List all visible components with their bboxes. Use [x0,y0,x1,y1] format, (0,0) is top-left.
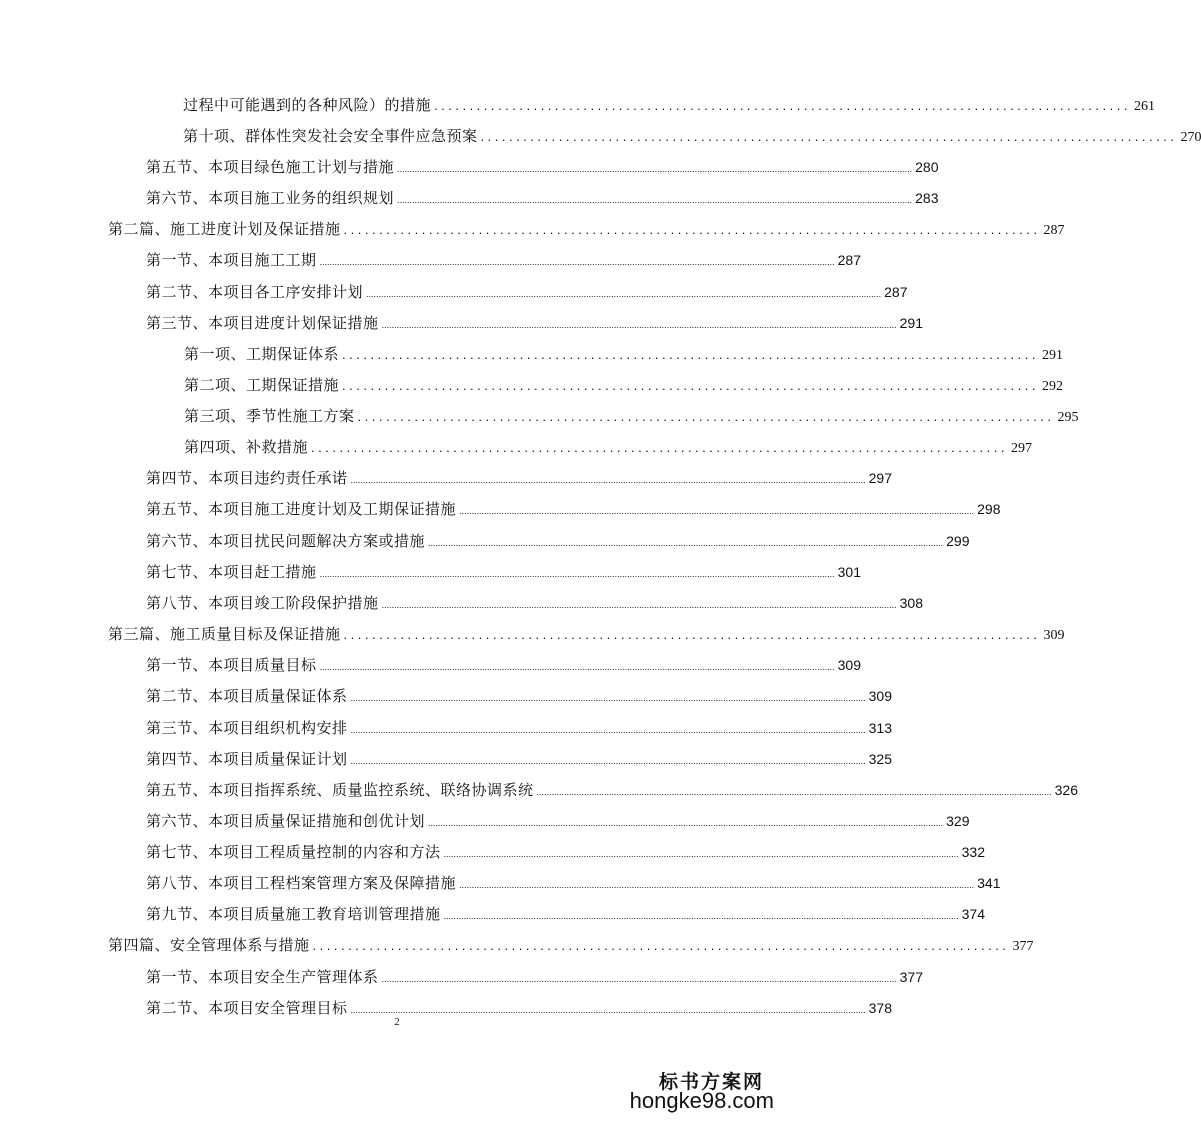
dot-leader: .............................................................................................................................................................................................................. [443,911,959,921]
toc-entry-title: 第二节、本项目安全管理目标 [146,999,348,1017]
toc-entry-title: 第四节、本项目违约责任承诺 [146,469,348,487]
toc-entry-page: 295 [1057,410,1079,425]
toc-entry-title: 第六节、本项目质量保证措施和创优计划 [146,812,426,830]
toc-entry-page: 297 [868,470,892,486]
watermark-title: 标书方案网 [658,1071,764,1093]
dot-leader: .............................................................................................................................................................................................................. [381,600,897,610]
toc-entry-page: 309 [1043,628,1065,643]
toc-entry-page: 280 [915,159,939,175]
dot-leader: .............................................................................................................................................................................................................. [459,506,975,516]
toc-entry-page: 377 [1012,939,1034,954]
toc-entry-title: 第三项、季节性施工方案 [184,407,355,425]
toc-entry-title: 第五节、本项目指挥系统、质量监控系统、联络协调系统 [146,781,534,799]
toc-entry-title: 第二项、工期保证措施 [184,376,340,394]
toc-entry[interactable] [184,405,1079,427]
toc-entry[interactable] [183,125,1201,147]
dot-leader: .............................................................................................................................................................................................................. [443,849,959,859]
toc-entry-page: 299 [946,533,970,549]
dot-leader: .................................................................................................. [311,440,1008,455]
dot-leader: .............................................................................................................................................................................................................. [319,569,835,579]
toc-entry-title: 第三节、本项目组织机构安排 [146,719,348,737]
dot-leader: .............................................................................................................................................................................................................. [428,818,944,828]
toc-entry-title: 第七节、本项目工程质量控制的内容和方法 [146,843,441,861]
toc-entry-page: 313 [868,720,892,736]
dot-leader: .................................................................................................. [480,129,1178,144]
toc-entry[interactable] [146,281,908,303]
toc-entry-title: 第十项、群体性突发社会安全事件应急预案 [183,127,478,145]
dot-leader: .............................................................................................................................................................................................................. [397,195,913,205]
toc-entry-title: 第五节、本项目绿色施工计划与措施 [146,158,395,176]
toc-entry[interactable] [146,748,892,770]
dot-leader: .............................................................................................................................................................................................................. [319,662,835,672]
toc-entry[interactable] [146,903,985,925]
dot-leader: .............................................................................................................................................................................................................. [366,289,882,299]
toc-entry-title: 第六节、本项目施工业务的组织规划 [146,189,395,207]
dot-leader: .................................................................................................. [312,938,1010,953]
toc-entry-page: 308 [899,595,923,611]
dot-leader: .............................................................................................................................................................................................................. [350,725,866,735]
toc-entry-page: 291 [1041,348,1063,363]
dot-leader: .............................................................................................................................................................................................................. [459,880,975,890]
toc-entry-page: 283 [915,190,939,206]
toc-entry[interactable] [146,498,1001,520]
toc-entry[interactable] [184,343,1063,365]
toc-entry-page: 287 [837,252,861,268]
dot-leader: .............................................................................................................................................................................................................. [350,693,866,703]
toc-entry-title: 第二节、本项目质量保证体系 [146,687,348,705]
toc-entry-page: 297 [1010,441,1032,456]
toc-entry-title: 第五节、本项目施工进度计划及工期保证措施 [146,500,457,518]
toc-entry-page: 301 [837,564,861,580]
toc-entry[interactable] [146,312,923,334]
toc-entry-title: 第二节、本项目各工序安排计划 [146,283,364,301]
dot-leader: .................................................................................................. [357,409,1055,424]
toc-entry[interactable] [184,436,1032,458]
dot-leader: .............................................................................................................................................................................................................. [381,320,897,330]
dot-leader: .................................................................................................. [343,627,1041,642]
toc-entry[interactable] [146,841,985,863]
toc-entry[interactable] [146,592,923,614]
toc-entry-page: 377 [899,969,923,985]
toc-entry[interactable] [146,810,970,832]
toc-entry[interactable] [146,966,923,988]
toc-entry-page: 374 [961,906,985,922]
toc-entry-page: 378 [868,1000,892,1016]
toc-entry-page: 329 [946,813,970,829]
dot-leader: .............................................................................................................................................................................................................. [397,164,913,174]
page-number: 2 [394,1016,400,1028]
dot-leader: .............................................................................................................................................................................................................. [536,787,1052,797]
toc-entry[interactable] [146,187,939,209]
toc-entry-title: 第一项、工期保证体系 [184,345,340,363]
toc-entry[interactable] [108,623,1065,645]
toc-entry[interactable] [146,685,892,707]
dot-leader: .............................................................................................................................................................................................................. [428,538,944,548]
toc-entry[interactable] [146,872,1001,894]
dot-leader: .............................................................................................................................................................................................................. [319,257,835,267]
toc-entry-page: 325 [868,751,892,767]
dot-leader: .............................................................................................................................................................................................................. [350,475,866,485]
dot-leader: .................................................................................................. [343,222,1041,237]
toc-entry-page: 292 [1041,379,1063,394]
toc-entry-title: 第二篇、施工进度计划及保证措施 [108,220,341,238]
toc-entry-title: 第六节、本项目扰民问题解决方案或措施 [146,532,426,550]
toc-entry[interactable] [146,561,861,583]
toc-entry-title: 第四项、补救措施 [184,438,309,456]
toc-entry[interactable] [146,249,861,271]
toc-entry[interactable] [146,654,861,676]
toc-entry-title: 第七节、本项目赶工措施 [146,563,317,581]
toc-entry-page: 332 [961,844,985,860]
toc-entry-page: 309 [868,688,892,704]
toc-entry-title: 第八节、本项目工程档案管理方案及保障措施 [146,874,457,892]
toc-entry-title: 过程中可能遇到的各种风险）的措施 [183,96,432,114]
toc-entry-title: 第八节、本项目竣工阶段保护措施 [146,594,379,612]
toc-entry[interactable] [183,94,1155,116]
toc-entry-title: 第三节、本项目进度计划保证措施 [146,314,379,332]
toc-entry-page: 298 [977,501,1001,517]
toc-entry-page: 270 [1180,130,1201,145]
toc-entry-page: 287 [1043,223,1065,238]
dot-leader: .................................................................................................. [342,347,1039,362]
watermark-url: hongke98.com [629,1088,774,1113]
toc-entry-page: 309 [837,657,861,673]
toc-entry-title: 第三篇、施工质量目标及保证措施 [108,625,341,643]
dot-leader: .................................................................................................. [434,98,1131,113]
toc-entry[interactable] [146,467,892,489]
toc-entry-title: 第一节、本项目安全生产管理体系 [146,968,379,986]
toc-entry-title: 第九节、本项目质量施工教育培训管理措施 [146,905,441,923]
toc-entry[interactable] [146,717,892,739]
toc-entry[interactable] [146,530,970,552]
toc-entry[interactable] [184,374,1063,396]
toc-entry[interactable] [146,779,1078,801]
toc-entry[interactable] [146,156,939,178]
toc-entry[interactable] [108,934,1034,956]
toc-entry-page: 341 [977,875,1001,891]
toc-entry-title: 第四篇、安全管理体系与措施 [108,936,310,954]
dot-leader: .............................................................................................................................................................................................................. [381,974,897,984]
toc-entry-title: 第一节、本项目质量目标 [146,656,317,674]
toc-entry-title: 第四节、本项目质量保证计划 [146,750,348,768]
toc-entry-title: 第一节、本项目施工工期 [146,251,317,269]
toc-entry-page: 261 [1133,99,1155,114]
dot-leader: .............................................................................................................................................................................................................. [350,1005,866,1015]
toc-entry-page: 326 [1054,782,1078,798]
dot-leader: .............................................................................................................................................................................................................. [350,756,866,766]
toc-entry-page: 291 [899,315,923,331]
dot-leader: .................................................................................................. [342,378,1039,393]
toc-entry-page: 287 [884,284,908,300]
toc-entry[interactable] [108,218,1065,240]
